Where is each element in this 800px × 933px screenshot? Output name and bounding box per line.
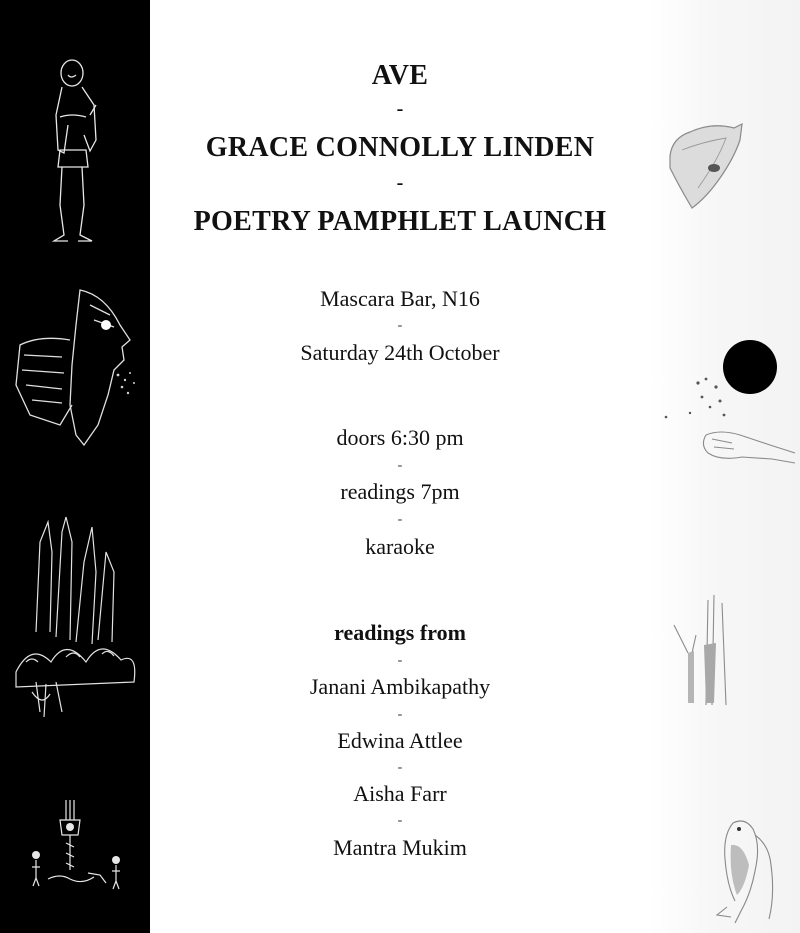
shell-icon [662,118,762,213]
separator: - [397,653,403,668]
separator: - [397,458,403,473]
venue-place: Mascara Bar, N16 [320,286,480,311]
poster-content [150,0,650,933]
right-illustration-strip [650,0,800,933]
reader-name: Aisha Farr [353,781,447,806]
separator: - [396,172,404,194]
black-sun-hand-icon [660,335,800,495]
separator: - [397,707,403,722]
bare-tree-icon [670,595,750,710]
tree-ruins-icon [6,512,146,722]
author-name: GRACE CONNOLLY LINDEN [205,132,595,163]
bird-icon [705,815,790,930]
separator: - [397,512,403,527]
hanging-figures-icon [28,795,133,900]
separator: - [397,813,403,828]
readings-time: readings 7pm [340,479,460,504]
separator: - [397,318,403,333]
karaoke: karaoke [365,534,435,559]
left-illustration-strip [0,0,150,933]
separator: - [396,98,404,120]
reader-name: Mantra Mukim [333,835,467,860]
standing-figure-icon [38,55,118,250]
face-profile-icon [10,285,145,455]
event-subtitle: POETRY PAMPHLET LAUNCH [193,206,607,237]
doors-time: doors 6:30 pm [336,425,464,450]
reader-name: Edwina Attlee [337,728,463,753]
reader-name: Janani Ambikapathy [309,674,491,699]
separator: - [397,760,403,775]
readers-heading: readings from [334,620,466,645]
venue-date: Saturday 24th October [300,340,500,365]
event-title: AVE [371,60,429,91]
